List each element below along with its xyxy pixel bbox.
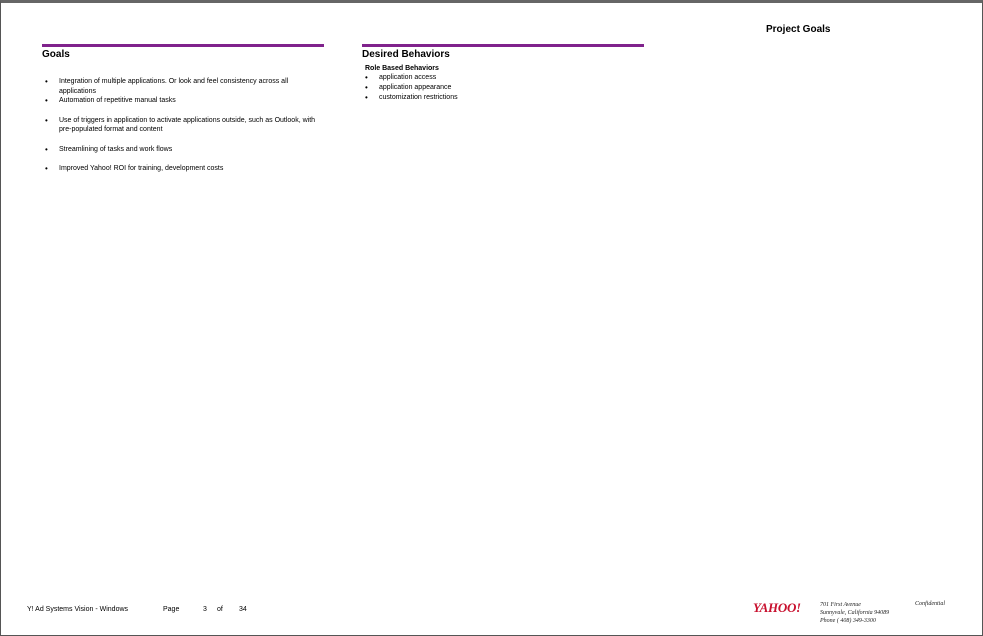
goals-heading: Goals	[42, 49, 70, 60]
footer-doc-title: Y! Ad Systems Vision - Windows	[27, 606, 129, 613]
confidential-label: Confidential	[915, 601, 945, 607]
behavior-item: • customization restrictions	[362, 93, 644, 103]
role-behaviors-subheading: Role Based Behaviors	[365, 65, 439, 72]
behaviors-heading: Desired Behaviors	[362, 49, 450, 60]
footer-of-label: of	[217, 606, 223, 613]
section-rule	[362, 44, 644, 47]
page-title: Project Goals	[766, 24, 831, 35]
goal-item: • Integration of multiple applications. Or look and feel consistency across all applications	[42, 77, 324, 96]
footer-page-label: Page	[163, 606, 180, 613]
goals-list	[42, 77, 324, 174]
yahoo-logo: YAHOO!	[753, 600, 801, 615]
footer-page-total: 34	[239, 606, 247, 613]
behaviors-list	[362, 73, 644, 103]
behavior-item: • application appearance	[362, 83, 644, 93]
behaviors-section	[362, 44, 644, 103]
goal-item: • Automation of repetitive manual tasks	[42, 96, 324, 106]
footer-left	[27, 606, 247, 613]
address-line: 701 First Avenue	[820, 602, 861, 608]
goals-section	[42, 44, 324, 174]
address-line: Sunnyvale, California 94089	[820, 610, 890, 616]
goal-item: • Use of triggers in application to activate applications outside, such as Outlook, with pre-populated format and content	[42, 116, 324, 135]
footer-page-number: 3	[203, 606, 207, 613]
address-line: Phone ( 408) 349-3300	[820, 618, 876, 624]
section-rule	[42, 44, 324, 47]
goal-item: • Streamlining of tasks and work flows	[42, 145, 324, 155]
footer-address	[820, 601, 889, 625]
behavior-item: • application access	[362, 73, 644, 83]
goal-item: • Improved Yahoo! ROI for training, development costs	[42, 164, 324, 174]
